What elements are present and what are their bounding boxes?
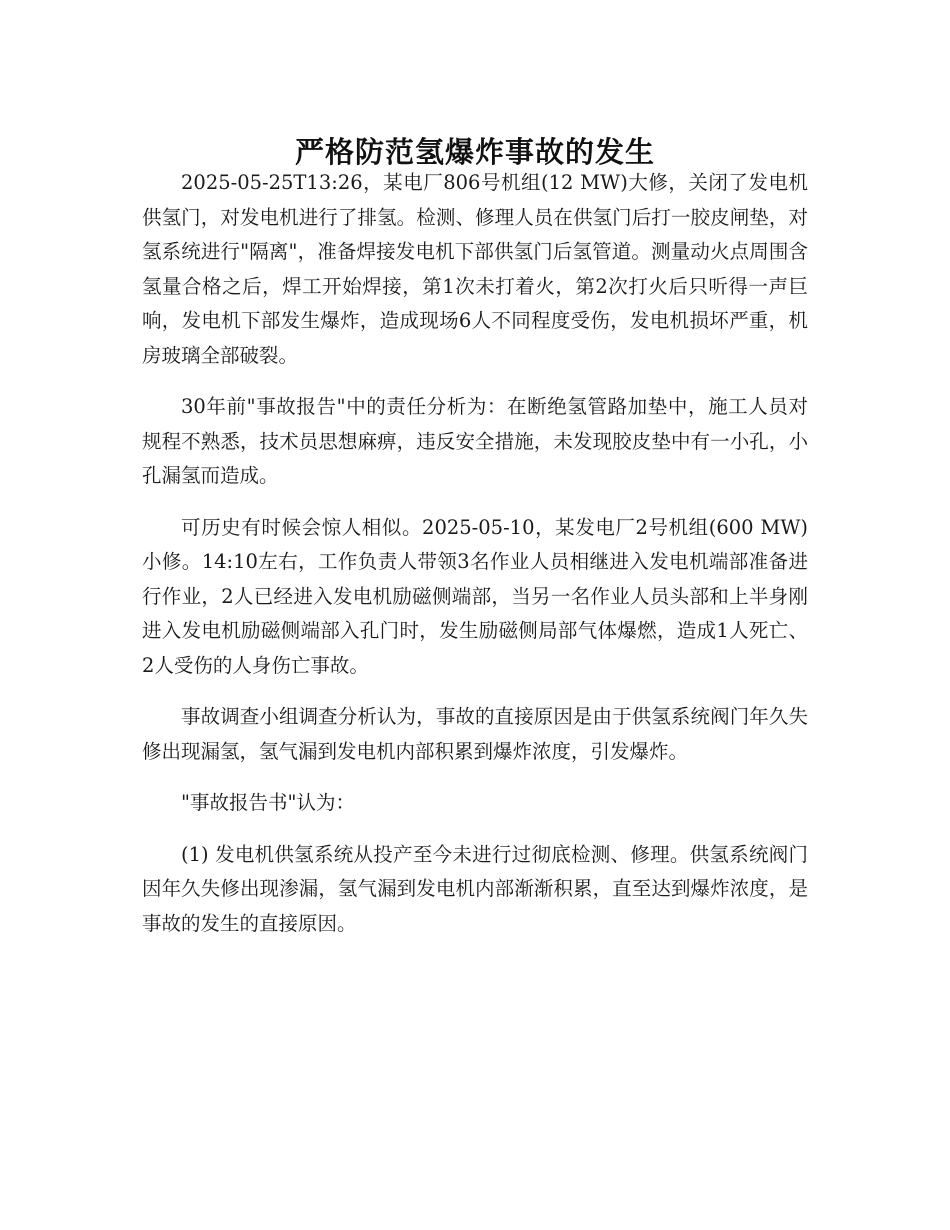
paragraph-incident-2: 可历史有时候会惊人相似。2025-05-10，某发电厂2号机组(600 MW)小修。14:10左右，工作负责人带领3名作业人员相继进入发电机端部准备进行作业，2人已经进入发电机励磁侧端部，当另一名作业人员头部和上半身刚进入发电机励磁侧端部入孔门时，发生励磁侧局部气体爆燃，造成1人死亡、2人受伤的人身伤亡事故。 — [142, 515, 808, 677]
document-title: 严格防范氢爆炸事故的发生 — [294, 135, 655, 170]
document-body — [142, 166, 808, 958]
paragraph-investigation-finding: 事故调查小组调查分析认为，事故的直接原因是由于供氢系统阀门年久失修出现漏氢，氢气漏到发电机内部积累到爆炸浓度，引发爆炸。 — [142, 705, 808, 763]
paragraph-report-item-1: (1) 发电机供氢系统从投产至今未进行过彻底检测、修理。供氢系统阀门因年久失修出现渗漏，氢气漏到发电机内部渐渐积累，直至达到爆炸浓度，是事故的发生的直接原因。 — [142, 842, 808, 935]
paragraph-responsibility-analysis: 30年前"事故报告"中的责任分析为：在断绝氢管路加垫中，施工人员对规程不熟悉，技术员思想麻痹，违反安全措施，未发现胶皮垫中有一小孔，小孔漏氢而造成。 — [142, 395, 808, 487]
paragraph-incident-1: 2025-05-25T13:26，某电厂806号机组(12 MW)大修，关闭了发电机供氢门，对发电机进行了排氢。检测、修理人员在供氢门后打一胶皮闸垫，对氢系统进行"隔离"，准备焊接发电机下部供氢门后氢管道。测量动火点周围含氢量合格之后，焊工开始焊接，第1次未打着火，第2次打火后只听得一声巨响，发电机下部发生爆炸，造成现场6人不同程度受伤，发电机损坏严重，机房玻璃全部破裂。 — [142, 171, 808, 367]
paragraph-report-intro: "事故报告书"认为： — [181, 791, 355, 814]
